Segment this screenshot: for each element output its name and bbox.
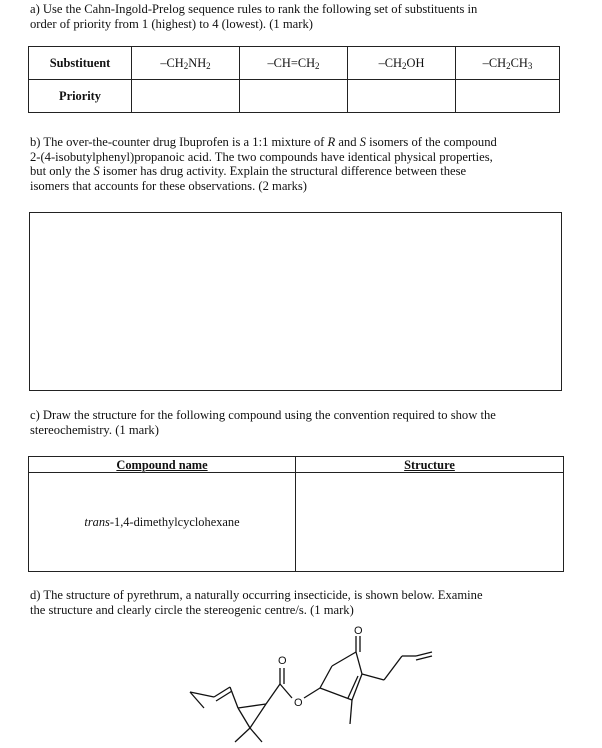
oxygen-label: O: [294, 697, 303, 709]
bond: [230, 687, 238, 708]
priority-label: Priority: [29, 80, 132, 113]
bond: [362, 674, 384, 680]
bond: [266, 684, 280, 704]
question-d-line2: the structure and clearly circle the stereogenic centre/s. (1 mark): [30, 602, 354, 617]
compound-name-header: Compound name: [29, 457, 296, 473]
oxygen-label: O: [354, 626, 363, 637]
bond: [304, 688, 320, 698]
structure-header: Structure: [296, 457, 564, 473]
question-c-line2: stereochemistry. (1 mark): [30, 422, 159, 437]
question-d: [30, 588, 562, 617]
question-b-line2: 2-(4-isobutylphenyl)propanoic acid. The two compounds have identical physical properties,: [30, 149, 493, 164]
question-b-line4: isomers that accounts for these observations. (2 marks): [30, 178, 307, 193]
priority-cell-1[interactable]: [132, 80, 240, 113]
question-c-line1: c) Draw the structure for the following compound using the convention required to show the: [30, 408, 496, 422]
question-b-line3: but only the S isomer has drug activity. Explain the structural difference between these: [30, 164, 467, 178]
compound-table: [28, 456, 564, 572]
bond: [350, 700, 352, 724]
bond: [356, 652, 362, 674]
bond: [384, 656, 402, 680]
compound-prefix: trans: [84, 514, 110, 529]
question-a-line1: a) Use the Cahn-Ingold-Prelog sequence rules to rank the following set of substituents in: [30, 2, 478, 16]
substituent-4: $-CH_2CH_3$: [456, 47, 560, 80]
bond: [214, 687, 230, 697]
bond: [416, 652, 432, 656]
bond: [320, 666, 332, 688]
bond: [250, 704, 266, 728]
bond: [238, 704, 266, 708]
question-c: [30, 408, 562, 437]
bond: [250, 728, 262, 742]
question-b: [30, 135, 562, 193]
bond: [332, 652, 356, 666]
question-a: [30, 2, 562, 31]
bond: [238, 708, 250, 728]
substituent-1: $-CH_2NH_2$: [132, 47, 240, 80]
substituent-header: Substituent: [29, 47, 132, 80]
substituent-table: [28, 46, 560, 113]
bond: [235, 728, 250, 742]
priority-cell-3[interactable]: [348, 80, 456, 113]
priority-cell-2[interactable]: [240, 80, 348, 113]
priority-cell-4[interactable]: [456, 80, 560, 113]
oxygen-label: O: [278, 655, 287, 667]
substituent-3: $-CH_2OH$: [348, 47, 456, 80]
pyrethrum-structure[interactable]: [180, 626, 440, 746]
question-b-line1: b) The over-the-counter drug Ibuprofen is a 1:1 mixture of R and S isomers of the compound: [30, 135, 497, 149]
structure-cell[interactable]: [296, 473, 564, 572]
bond: [216, 691, 232, 701]
compound-name: -1,4-dimethylcyclohexane: [109, 514, 240, 529]
question-d-line1: d) The structure of pyrethrum, a naturally occurring insecticide, is shown below. Examine: [30, 588, 483, 602]
bond: [416, 656, 432, 660]
answer-box-b[interactable]: [29, 212, 562, 391]
question-a-line2: order of priority from 1 (highest) to 4 (lowest). (1 mark): [30, 16, 313, 31]
bond: [280, 684, 292, 698]
compound-name-cell: [29, 473, 296, 572]
substituent-2: $-CH=CH_2$: [240, 47, 348, 80]
bond: [320, 688, 352, 700]
